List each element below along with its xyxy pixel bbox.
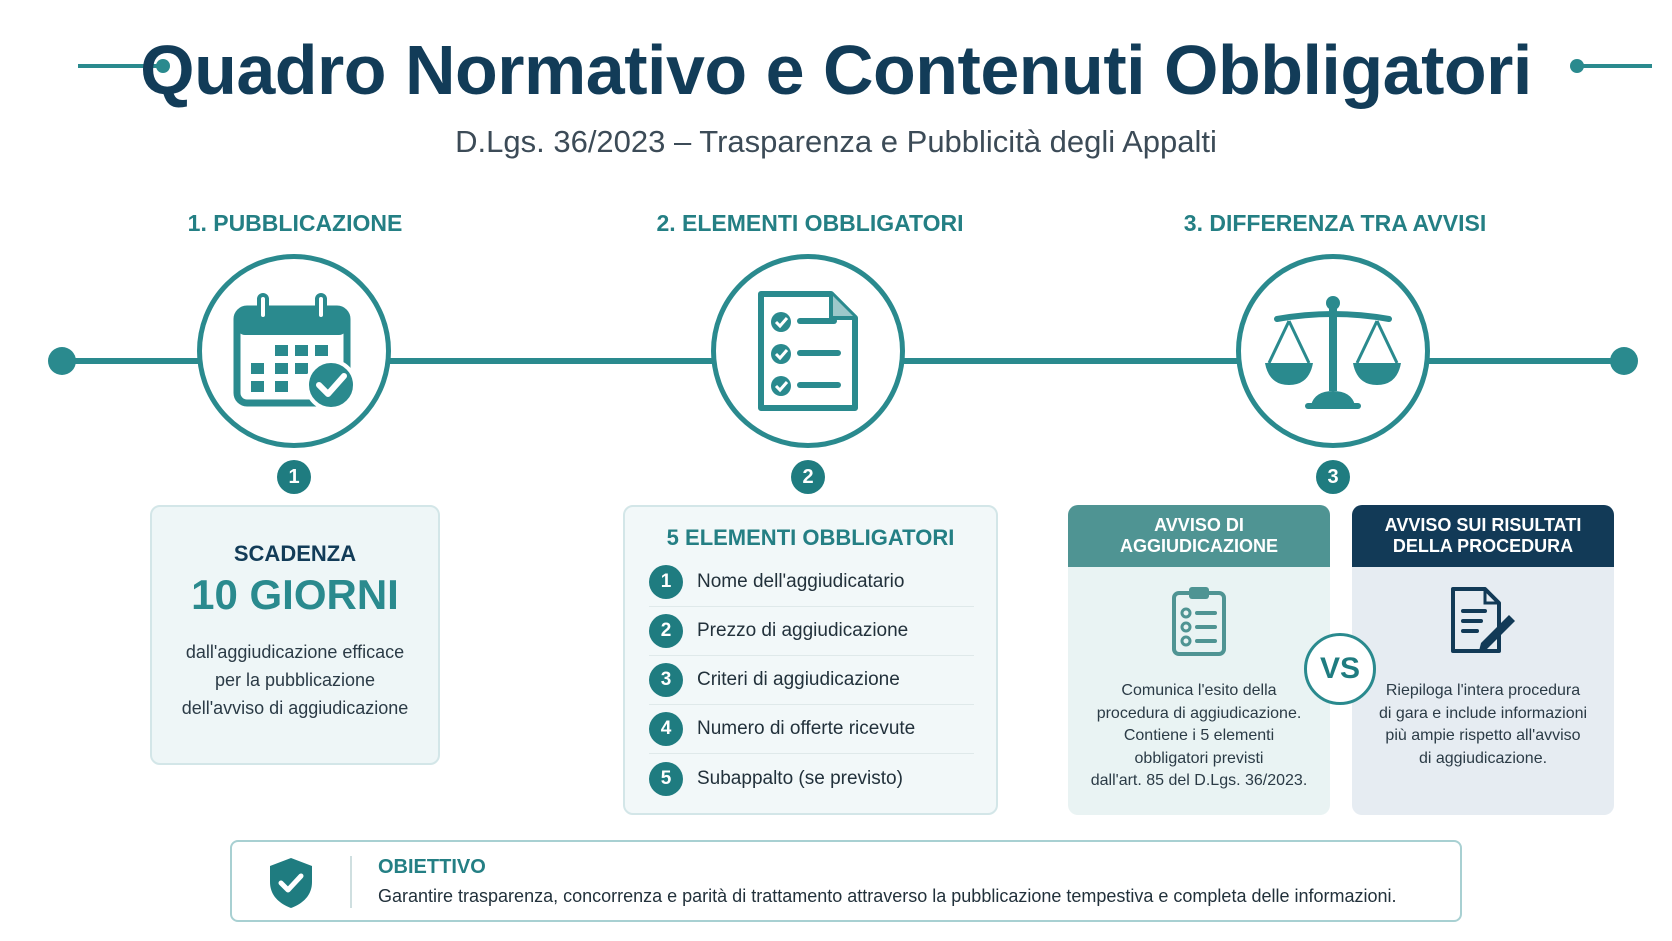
award-notice-header (1068, 505, 1330, 567)
item-label: Prezzo di aggiudicazione (697, 620, 909, 641)
clipboard-list-icon (1171, 585, 1227, 657)
scales-of-justice-icon (1263, 291, 1403, 411)
results-notice-text-line: di gara e include informazioni (1378, 704, 1588, 722)
deadline-description-line: dell'avviso di aggiudicazione (181, 698, 409, 718)
results-notice-text-line: di aggiudicazione. (1418, 749, 1548, 767)
timeline-end-dot (1610, 347, 1638, 375)
step-number-badge: 1 (277, 460, 311, 494)
step-title-difference: 3. DIFFERENZA TRA AVVISI (1183, 210, 1487, 236)
step-circle-publication (197, 254, 391, 448)
deadline-card (150, 505, 440, 765)
item-label: Nome dell'aggiudicatario (697, 571, 905, 592)
item-label: Subappalto (se previsto) (697, 767, 903, 789)
award-notice-text-line: obbligatori previsti (1134, 749, 1264, 767)
award-notice-text-line: Contiene i 5 elementi (1123, 727, 1275, 744)
award-notice-title-line: AGGIUDICAZIONE (1119, 536, 1278, 556)
results-notice-text-line: Riepiloga l'intera procedura (1385, 682, 1581, 699)
list-item (649, 558, 974, 607)
step-circle-difference (1236, 254, 1430, 448)
deadline-description-line: dall'aggiudicazione efficace (185, 642, 405, 662)
step-title-elements: 2. ELEMENTI OBBLIGATORI (656, 210, 964, 236)
results-notice-title-line: AVVISO SUI RISULTATI (1384, 515, 1582, 535)
step-circle-elements (711, 254, 905, 448)
item-label: Criteri di aggiudicazione (697, 669, 900, 690)
timeline-start-dot (48, 347, 76, 375)
list-item (649, 656, 974, 705)
deadline-description (152, 638, 438, 722)
item-number-badge: 3 (649, 663, 683, 697)
objective-divider (350, 856, 352, 908)
list-item (649, 607, 974, 656)
step-number-badge: 3 (1316, 460, 1350, 494)
objective-label: OBIETTIVO (378, 856, 486, 878)
page-subtitle: D.Lgs. 36/2023 – Trasparenza e Pubblicità degli Appalti (455, 124, 1217, 159)
award-notice-text-line: dall'art. 85 del D.Lgs. 36/2023. (1090, 772, 1308, 789)
shield-check-icon (268, 856, 314, 910)
item-number-badge: 2 (649, 614, 683, 648)
item-label: Numero di offerte ricevute (697, 718, 916, 739)
vs-badge: VS (1304, 633, 1376, 705)
page-title: Quadro Normativo e Contenuti Obbligatori (140, 31, 1532, 109)
checklist-document-icon (753, 286, 863, 416)
objective-text: Garantire trasparenza, concorrenza e parità di trattamento attraverso la pubblicazione tempestiva e completa delle informazioni. (378, 886, 1397, 906)
list-item (649, 754, 974, 803)
award-notice-text (1068, 680, 1330, 793)
item-number-badge: 5 (649, 762, 683, 796)
deadline-label: SCADENZA (233, 541, 357, 566)
elements-card-title: 5 ELEMENTI OBBLIGATORI (666, 525, 955, 550)
list-item (649, 705, 974, 754)
deadline-description-line: per la pubblicazione (214, 670, 376, 690)
award-notice-text-line: Comunica l'esito della (1121, 682, 1277, 699)
calendar-check-icon (229, 291, 359, 411)
award-notice-text-line: procedura di aggiudicazione. (1096, 704, 1302, 722)
item-number-badge: 4 (649, 712, 683, 746)
item-number-badge: 1 (649, 565, 683, 599)
step-title-publication: 1. PUBBLICAZIONE (187, 210, 403, 236)
results-notice-header (1352, 505, 1614, 567)
results-notice-title-line: DELLA PROCEDURA (1392, 536, 1574, 556)
objective-box (230, 840, 1462, 922)
results-notice-card (1352, 505, 1614, 815)
award-notice-title-line: AVVISO DI (1154, 515, 1244, 535)
results-notice-text-line: più ampie rispetto all'avviso (1385, 727, 1581, 744)
document-pen-icon (1449, 585, 1517, 655)
award-notice-card (1068, 505, 1330, 815)
step-number-badge: 2 (791, 460, 825, 494)
results-notice-text (1352, 680, 1614, 770)
elements-card (623, 505, 998, 815)
deadline-value: 10 GIORNI (191, 571, 399, 618)
